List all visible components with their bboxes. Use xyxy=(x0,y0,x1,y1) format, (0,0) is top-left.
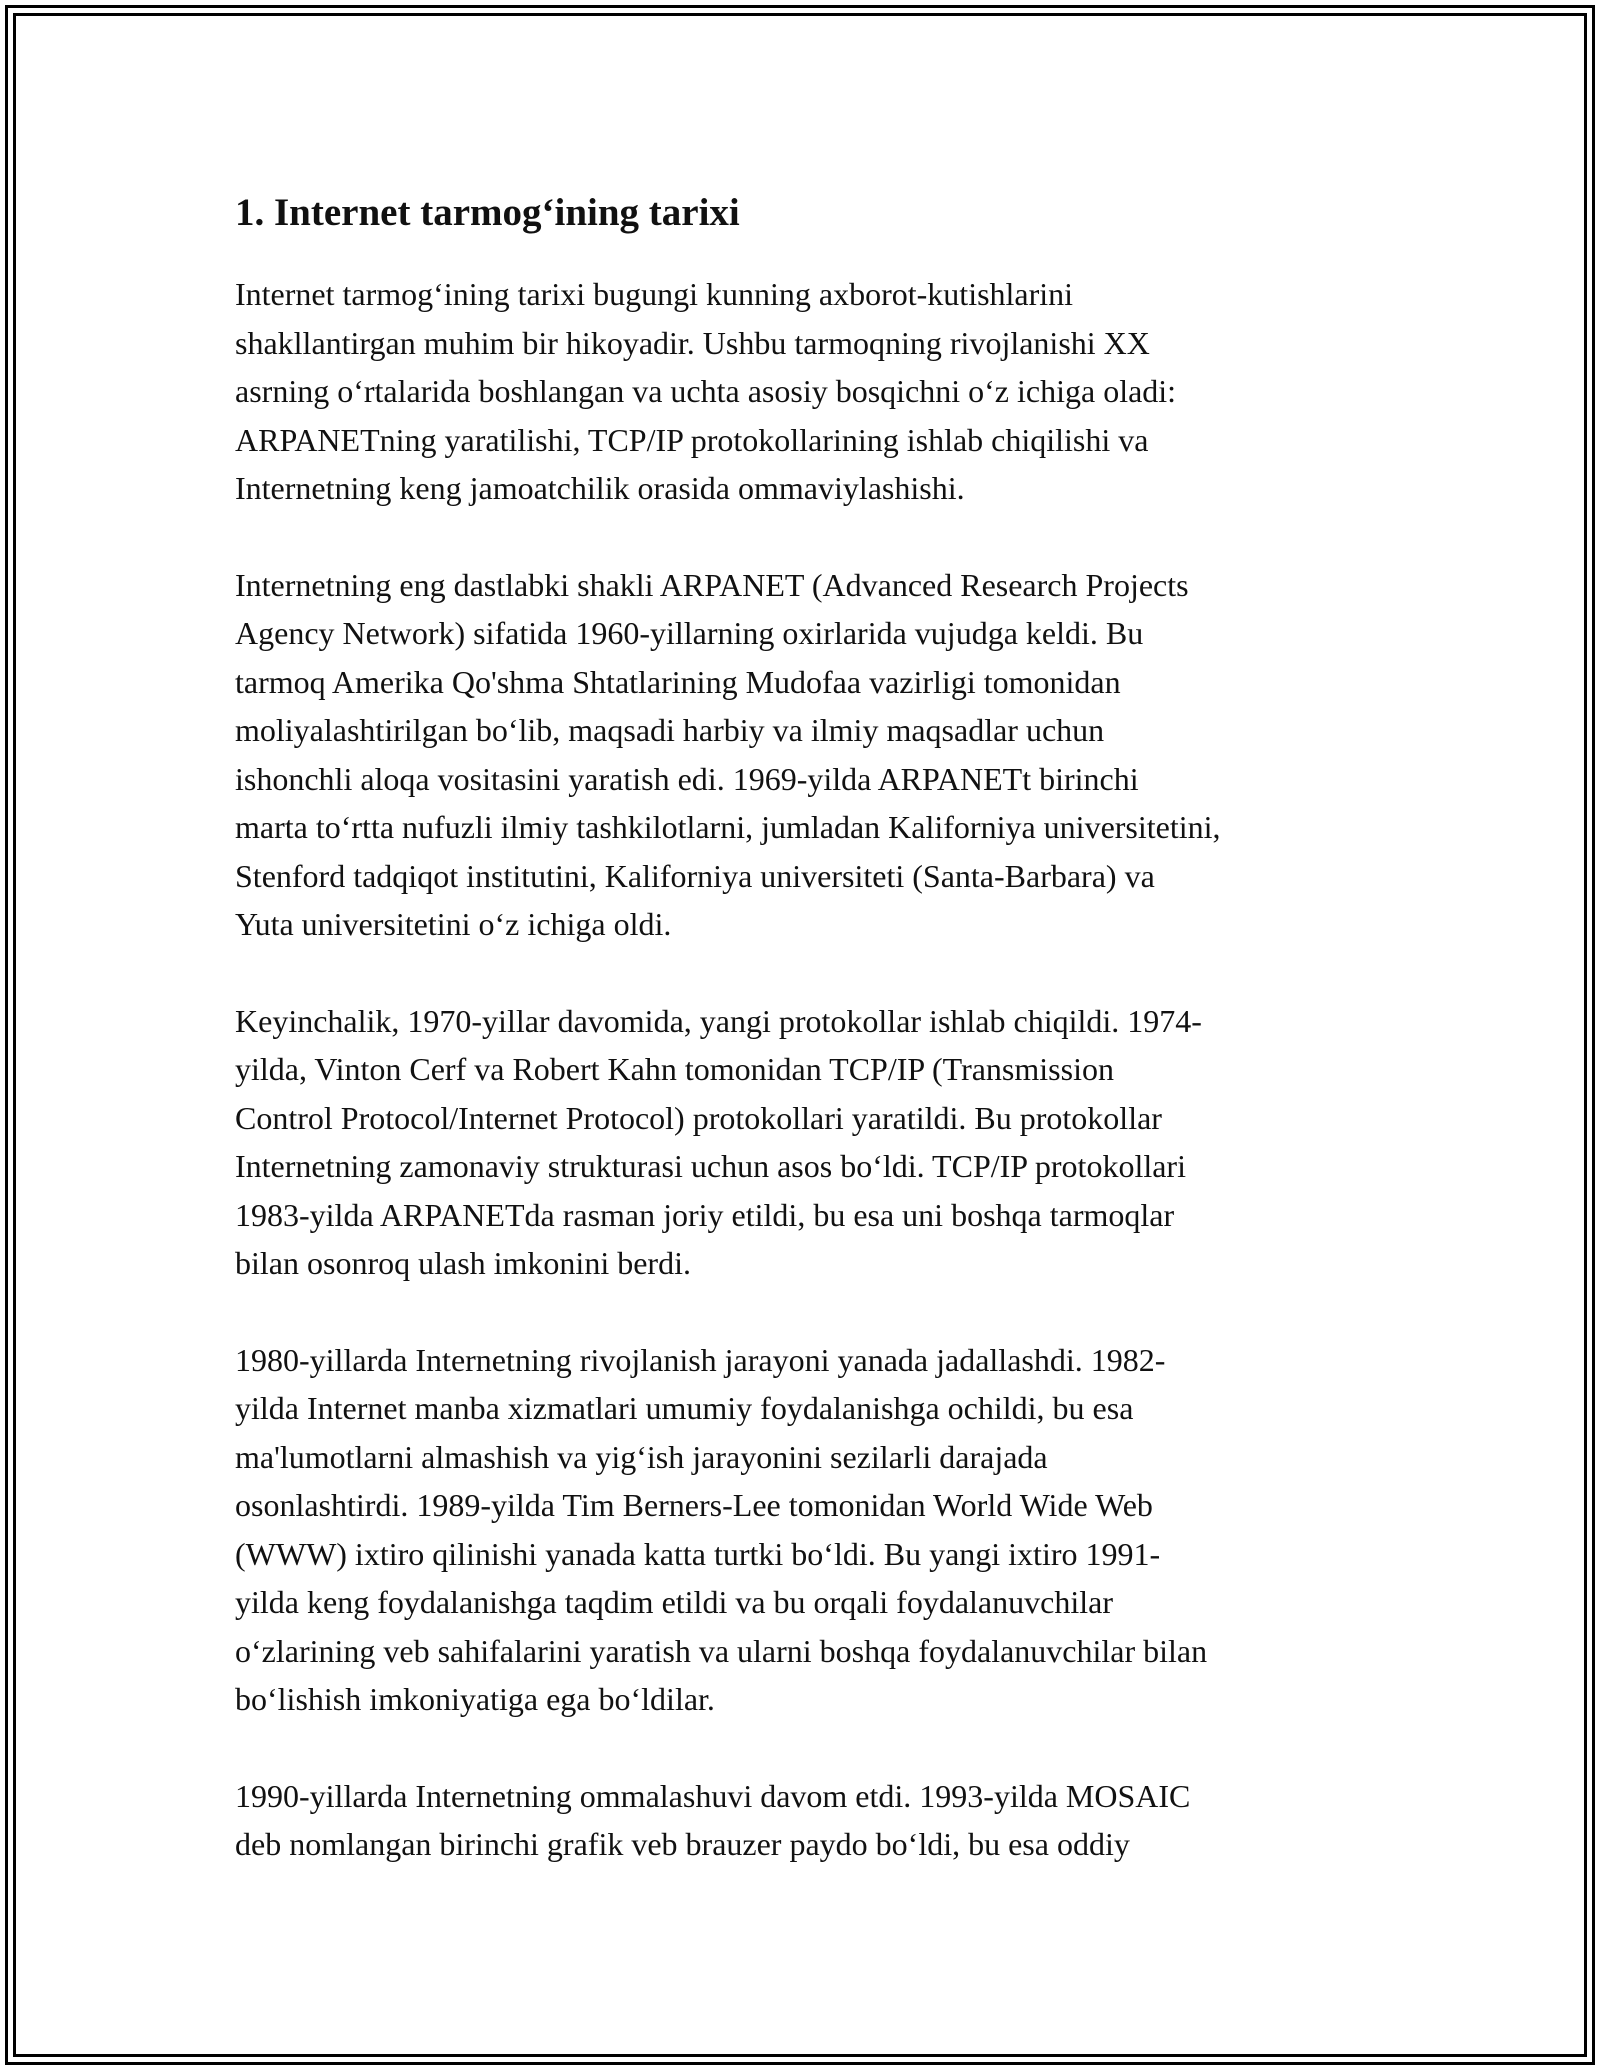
document-body xyxy=(235,188,1385,1917)
section-heading: 1. Internet tarmog‘ining tarixi xyxy=(235,191,740,234)
paragraph-arpanet: Internetning eng dastlabki shakli ARPANET (Advanced Research Projects Agency Network) sifatida 1960-yillarning oxirlarida vujudga keldi. Bu tarmoq Amerika Qo'shma Shtatlarining Mudofaa vazirligi tomonidan moliyalashtirilgan bo‘lib, maqsadi harbiy va ilmiy maqsadlar uchun ishonchli aloqa vositasini yaratish edi. 1969-yilda ARPANETt birinchi marta to‘rtta nufuzli ilmiy tashkilotlarni, jumladan Kaliforniya universitetini, Stenford tadqiqot institutini, Kaliforniya universiteti (Santa-Barbara) va Yuta universitetini o‘z ichiga oldi. xyxy=(235,566,1221,942)
paragraph-intro: Internet tarmog‘ining tarixi bugungi kunning axborot-kutishlarini shakllantirgan muhim bir hikoyadir. Ushbu tarmoqning rivojlanishi XX asrning o‘rtalarida boshlangan va uchta asosiy bosqichni o‘z ichiga oladi: ARPANETning yaratilishi, TCP/IP protokollarining ishlab chiqilishi va Internetning keng jamoatchilik orasida ommaviylashishi. xyxy=(235,276,1177,506)
paragraph-1990s: 1990-yillarda Internetning ommalashuvi davom etdi. 1993-yilda MOSAIC deb nomlangan birinchi grafik veb brauzer paydo bo‘ldi, bu esa oddiy xyxy=(235,1777,1191,1862)
paragraph-1980s: 1980-yillarda Internetning rivojlanish jarayoni yanada jadallashdi. 1982- yilda Internet manba xizmatlari umumiy foydalanishga ochildi, bu esa ma'lumotlarni almashish va yig‘ish jarayonini sezilarli darajada osonlashtirdi. 1989-yilda Tim Berners-Lee tomonidan World Wide Web (WWW) ixtiro qilinishi yanada katta turtki bo‘ldi. Bu yangi ixtiro 1991- yilda keng foydalanishga taqdim etildi va bu orqali foydalanuvchilar o‘zlarining veb sahifalarini yaratish va ularni boshqa foydalanuvchilar bilan bo‘lishish imkoniyatiga ega bo‘ldilar. xyxy=(235,1341,1208,1717)
paragraph-tcp-ip: Keyinchalik, 1970-yillar davomida, yangi protokollar ishlab chiqildi. 1974- yilda, Vinton Cerf va Robert Kahn tomonidan TCP/IP (Transmission Control Protocol/Internet Protocol) protokollari yaratildi. Bu protokollar Internetning zamonaviy strukturasi uchun asos bo‘ldi. TCP/IP protokollari 1983-yilda ARPANETda rasman joriy etildi, bu esa uni boshqa tarmoqlar bilan osonroq ulash imkonini berdi. xyxy=(235,1002,1202,1281)
